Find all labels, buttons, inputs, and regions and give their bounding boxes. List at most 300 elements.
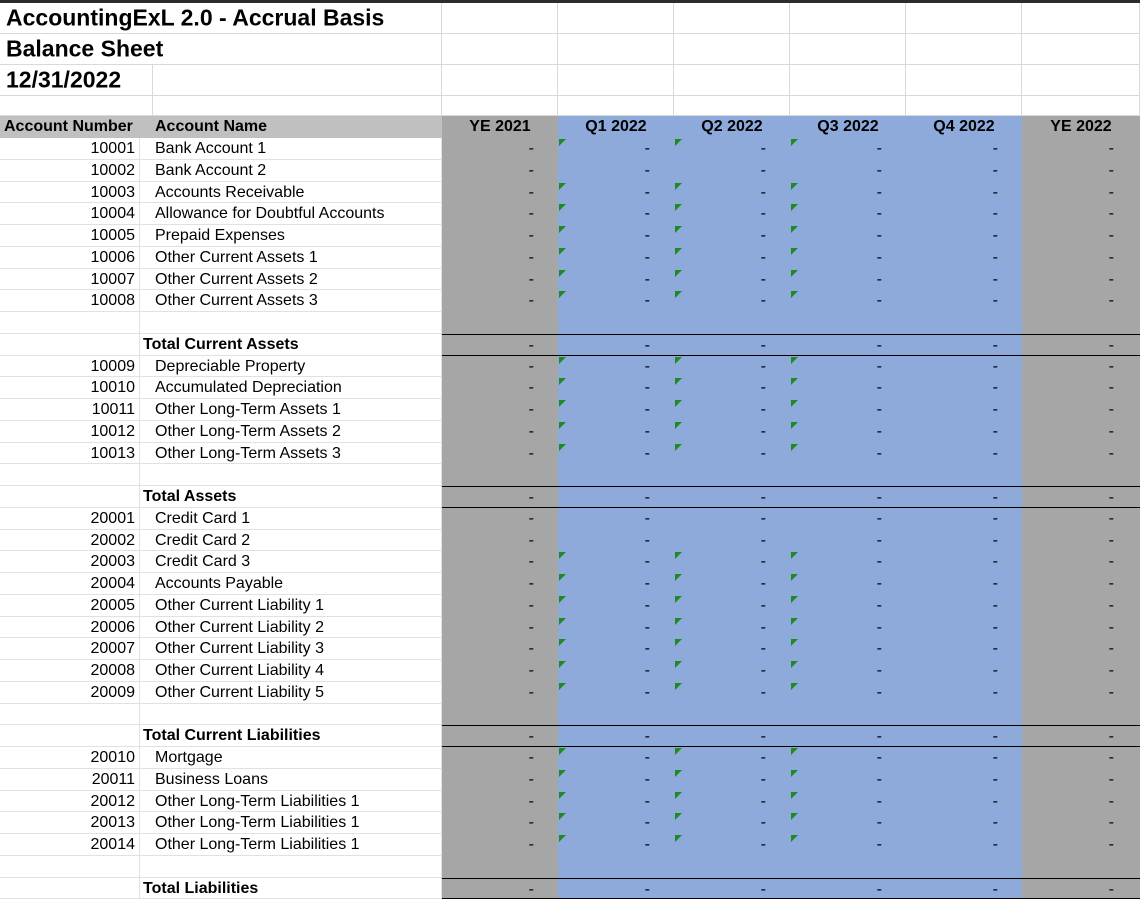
value-cell-q4-2022[interactable]: - — [906, 421, 1022, 443]
value-cell-ye-2021[interactable]: - — [442, 182, 558, 204]
comment-indicator-icon[interactable] — [791, 683, 798, 690]
comment-indicator-icon[interactable] — [791, 400, 798, 407]
account-number-cell[interactable]: 20014 — [0, 834, 140, 856]
value-cell-ye-2021[interactable]: - — [442, 660, 558, 682]
value-cell-ye-2022[interactable]: - — [1022, 225, 1140, 247]
account-number-cell[interactable]: 10013 — [0, 443, 140, 465]
value-cell-ye-2022[interactable]: - — [1022, 486, 1140, 508]
comment-indicator-icon[interactable] — [675, 792, 682, 799]
comment-indicator-icon[interactable] — [559, 183, 566, 190]
value-cell-q4-2022[interactable]: - — [906, 486, 1022, 508]
comment-indicator-icon[interactable] — [559, 748, 566, 755]
comment-indicator-icon[interactable] — [675, 770, 682, 777]
account-number-cell[interactable]: 10007 — [0, 269, 140, 291]
value-cell-ye-2022[interactable]: - — [1022, 182, 1140, 204]
cell-empty[interactable] — [442, 65, 558, 96]
account-name-cell[interactable] — [140, 704, 442, 726]
cell-empty[interactable] — [558, 3, 674, 34]
value-cell-q4-2022[interactable] — [906, 704, 1022, 726]
account-number-cell[interactable]: 10012 — [0, 421, 140, 443]
comment-indicator-icon[interactable] — [675, 574, 682, 581]
value-cell-q4-2022[interactable]: - — [906, 399, 1022, 421]
value-cell-q2-2022[interactable]: - — [674, 334, 790, 356]
comment-indicator-icon[interactable] — [559, 248, 566, 255]
comment-indicator-icon[interactable] — [675, 204, 682, 211]
account-number-cell[interactable]: 20013 — [0, 812, 140, 834]
value-cell-ye-2021[interactable]: - — [442, 791, 558, 813]
value-cell-ye-2022[interactable]: - — [1022, 334, 1140, 356]
value-cell-q2-2022[interactable]: - — [674, 769, 790, 791]
value-cell-q4-2022[interactable]: - — [906, 725, 1022, 747]
account-name-cell[interactable]: Depreciable Property — [140, 356, 442, 378]
value-cell-ye-2022[interactable]: - — [1022, 660, 1140, 682]
account-name-cell[interactable]: Business Loans — [140, 769, 442, 791]
value-cell-q3-2022[interactable]: - — [790, 573, 906, 595]
value-cell-ye-2022[interactable]: - — [1022, 356, 1140, 378]
account-number-cell[interactable]: 10004 — [0, 203, 140, 225]
value-cell-ye-2022[interactable]: - — [1022, 203, 1140, 225]
value-cell-ye-2021[interactable]: - — [442, 290, 558, 312]
value-cell-q3-2022[interactable]: - — [790, 160, 906, 182]
value-cell-q2-2022[interactable]: - — [674, 138, 790, 160]
account-name-cell[interactable]: Accumulated Depreciation — [140, 377, 442, 399]
value-cell-q1-2022[interactable]: - — [558, 791, 674, 813]
value-cell-q2-2022[interactable]: - — [674, 247, 790, 269]
value-cell-ye-2021[interactable]: - — [442, 356, 558, 378]
value-cell-ye-2021[interactable]: - — [442, 160, 558, 182]
comment-indicator-icon[interactable] — [791, 574, 798, 581]
value-cell-q2-2022[interactable]: - — [674, 290, 790, 312]
value-cell-q4-2022[interactable]: - — [906, 660, 1022, 682]
value-cell-q3-2022[interactable]: - — [790, 269, 906, 291]
comment-indicator-icon[interactable] — [559, 596, 566, 603]
value-cell-q3-2022[interactable]: - — [790, 617, 906, 639]
header-account-name[interactable]: Account Name — [140, 116, 442, 138]
value-cell-q4-2022[interactable]: - — [906, 573, 1022, 595]
cell-title-date[interactable] — [0, 65, 442, 96]
value-cell-q2-2022[interactable]: - — [674, 878, 790, 900]
cell-empty[interactable] — [1022, 65, 1140, 96]
cell-title-report[interactable] — [0, 34, 442, 65]
cell-empty[interactable] — [674, 96, 790, 116]
account-number-cell[interactable] — [0, 725, 140, 747]
value-cell-q1-2022[interactable]: - — [558, 551, 674, 573]
cell-empty[interactable] — [906, 65, 1022, 96]
value-cell-ye-2021[interactable]: - — [442, 769, 558, 791]
account-name-cell[interactable]: Other Long-Term Liabilities 1 — [140, 834, 442, 856]
value-cell-q3-2022[interactable]: - — [790, 551, 906, 573]
value-cell-q1-2022[interactable] — [558, 704, 674, 726]
value-cell-q2-2022[interactable]: - — [674, 182, 790, 204]
account-number-cell[interactable]: 10002 — [0, 160, 140, 182]
value-cell-ye-2021[interactable]: - — [442, 334, 558, 356]
cell-empty[interactable] — [674, 3, 790, 34]
value-cell-q1-2022[interactable]: - — [558, 725, 674, 747]
header-ye-2022[interactable]: YE 2022 — [1022, 116, 1140, 138]
value-cell-q2-2022[interactable]: - — [674, 421, 790, 443]
value-cell-ye-2022[interactable] — [1022, 312, 1140, 334]
value-cell-ye-2021[interactable]: - — [442, 269, 558, 291]
comment-indicator-icon[interactable] — [559, 618, 566, 625]
value-cell-ye-2022[interactable]: - — [1022, 290, 1140, 312]
account-number-cell[interactable]: 20005 — [0, 595, 140, 617]
comment-indicator-icon[interactable] — [675, 270, 682, 277]
value-cell-q2-2022[interactable] — [674, 704, 790, 726]
value-cell-ye-2022[interactable]: - — [1022, 595, 1140, 617]
cell-empty[interactable] — [790, 65, 906, 96]
account-number-cell[interactable]: 20012 — [0, 791, 140, 813]
value-cell-ye-2022[interactable]: - — [1022, 377, 1140, 399]
comment-indicator-icon[interactable] — [791, 226, 798, 233]
value-cell-q2-2022[interactable]: - — [674, 443, 790, 465]
account-name-cell[interactable]: Credit Card 2 — [140, 530, 442, 552]
value-cell-q4-2022[interactable]: - — [906, 443, 1022, 465]
account-name-cell[interactable]: Other Current Liability 4 — [140, 660, 442, 682]
value-cell-ye-2021[interactable]: - — [442, 377, 558, 399]
cell-empty[interactable] — [558, 34, 674, 65]
comment-indicator-icon[interactable] — [791, 422, 798, 429]
comment-indicator-icon[interactable] — [559, 813, 566, 820]
account-number-cell[interactable]: 10011 — [0, 399, 140, 421]
account-number-cell[interactable]: 10001 — [0, 138, 140, 160]
account-name-cell[interactable]: Other Long-Term Assets 1 — [140, 399, 442, 421]
total-label-cell[interactable]: Total Assets — [140, 486, 442, 508]
value-cell-q1-2022[interactable]: - — [558, 356, 674, 378]
header-q4-2022[interactable]: Q4 2022 — [906, 116, 1022, 138]
value-cell-ye-2022[interactable] — [1022, 856, 1140, 878]
value-cell-q1-2022[interactable]: - — [558, 160, 674, 182]
value-cell-q1-2022[interactable]: - — [558, 878, 674, 900]
comment-indicator-icon[interactable] — [559, 639, 566, 646]
comment-indicator-icon[interactable] — [559, 770, 566, 777]
account-number-cell[interactable]: 20006 — [0, 617, 140, 639]
value-cell-q4-2022[interactable]: - — [906, 247, 1022, 269]
cell-empty[interactable] — [906, 96, 1022, 116]
value-cell-ye-2021[interactable]: - — [442, 530, 558, 552]
account-number-cell[interactable] — [0, 704, 140, 726]
value-cell-q3-2022[interactable] — [790, 312, 906, 334]
value-cell-q2-2022[interactable]: - — [674, 747, 790, 769]
account-name-cell[interactable]: Other Long-Term Liabilities 1 — [140, 812, 442, 834]
account-number-cell[interactable]: 20002 — [0, 530, 140, 552]
comment-indicator-icon[interactable] — [675, 618, 682, 625]
value-cell-ye-2021[interactable]: - — [442, 878, 558, 900]
comment-indicator-icon[interactable] — [791, 748, 798, 755]
value-cell-ye-2022[interactable]: - — [1022, 160, 1140, 182]
value-cell-q1-2022[interactable]: - — [558, 617, 674, 639]
header-q2-2022[interactable]: Q2 2022 — [674, 116, 790, 138]
value-cell-q1-2022[interactable] — [558, 856, 674, 878]
account-number-cell[interactable]: 10005 — [0, 225, 140, 247]
value-cell-ye-2021[interactable]: - — [442, 617, 558, 639]
value-cell-q3-2022[interactable]: - — [790, 791, 906, 813]
account-name-cell[interactable] — [140, 464, 442, 486]
value-cell-ye-2022[interactable]: - — [1022, 573, 1140, 595]
comment-indicator-icon[interactable] — [559, 357, 566, 364]
comment-indicator-icon[interactable] — [675, 639, 682, 646]
account-name-cell[interactable]: Credit Card 1 — [140, 508, 442, 530]
value-cell-q2-2022[interactable]: - — [674, 160, 790, 182]
value-cell-ye-2022[interactable]: - — [1022, 443, 1140, 465]
comment-indicator-icon[interactable] — [791, 639, 798, 646]
account-name-cell[interactable]: Bank Account 1 — [140, 138, 442, 160]
comment-indicator-icon[interactable] — [791, 291, 798, 298]
value-cell-q4-2022[interactable] — [906, 856, 1022, 878]
value-cell-ye-2021[interactable]: - — [442, 573, 558, 595]
value-cell-q4-2022[interactable]: - — [906, 812, 1022, 834]
header-account-number[interactable]: Account Number — [0, 116, 140, 138]
account-name-cell[interactable]: Accounts Receivable — [140, 182, 442, 204]
comment-indicator-icon[interactable] — [791, 792, 798, 799]
account-number-cell[interactable]: 20001 — [0, 508, 140, 530]
value-cell-q3-2022[interactable]: - — [790, 247, 906, 269]
value-cell-q4-2022[interactable] — [906, 312, 1022, 334]
value-cell-q4-2022[interactable]: - — [906, 878, 1022, 900]
value-cell-ye-2021[interactable]: - — [442, 203, 558, 225]
value-cell-ye-2022[interactable]: - — [1022, 399, 1140, 421]
value-cell-q3-2022[interactable]: - — [790, 421, 906, 443]
comment-indicator-icon[interactable] — [791, 618, 798, 625]
account-number-cell[interactable]: 10010 — [0, 377, 140, 399]
value-cell-q3-2022[interactable]: - — [790, 747, 906, 769]
value-cell-q2-2022[interactable]: - — [674, 595, 790, 617]
comment-indicator-icon[interactable] — [675, 226, 682, 233]
cell-empty[interactable] — [790, 96, 906, 116]
value-cell-q1-2022[interactable]: - — [558, 530, 674, 552]
value-cell-q2-2022[interactable]: - — [674, 638, 790, 660]
value-cell-q4-2022[interactable]: - — [906, 269, 1022, 291]
account-name-cell[interactable]: Other Current Assets 1 — [140, 247, 442, 269]
comment-indicator-icon[interactable] — [675, 357, 682, 364]
value-cell-ye-2021[interactable]: - — [442, 399, 558, 421]
value-cell-ye-2021[interactable]: - — [442, 138, 558, 160]
comment-indicator-icon[interactable] — [675, 248, 682, 255]
value-cell-q3-2022[interactable]: - — [790, 878, 906, 900]
value-cell-ye-2021[interactable]: - — [442, 225, 558, 247]
comment-indicator-icon[interactable] — [559, 792, 566, 799]
value-cell-ye-2022[interactable]: - — [1022, 247, 1140, 269]
value-cell-q2-2022[interactable]: - — [674, 203, 790, 225]
comment-indicator-icon[interactable] — [791, 661, 798, 668]
value-cell-ye-2021[interactable] — [442, 464, 558, 486]
comment-indicator-icon[interactable] — [791, 835, 798, 842]
comment-indicator-icon[interactable] — [559, 835, 566, 842]
value-cell-q1-2022[interactable]: - — [558, 834, 674, 856]
value-cell-q1-2022[interactable]: - — [558, 138, 674, 160]
value-cell-q1-2022[interactable]: - — [558, 573, 674, 595]
comment-indicator-icon[interactable] — [675, 378, 682, 385]
value-cell-q3-2022[interactable]: - — [790, 595, 906, 617]
value-cell-q4-2022[interactable]: - — [906, 551, 1022, 573]
value-cell-q4-2022[interactable]: - — [906, 334, 1022, 356]
cell-empty[interactable] — [906, 3, 1022, 34]
account-number-cell[interactable]: 20004 — [0, 573, 140, 595]
account-name-cell[interactable]: Other Current Assets 2 — [140, 269, 442, 291]
account-name-cell[interactable]: Credit Card 3 — [140, 551, 442, 573]
value-cell-ye-2021[interactable]: - — [442, 725, 558, 747]
comment-indicator-icon[interactable] — [559, 226, 566, 233]
comment-indicator-icon[interactable] — [559, 378, 566, 385]
value-cell-q3-2022[interactable]: - — [790, 182, 906, 204]
total-label-cell[interactable]: Total Current Assets — [140, 334, 442, 356]
value-cell-q4-2022[interactable]: - — [906, 638, 1022, 660]
account-name-cell[interactable]: Allowance for Doubtful Accounts — [140, 203, 442, 225]
value-cell-q2-2022[interactable]: - — [674, 812, 790, 834]
value-cell-ye-2022[interactable]: - — [1022, 138, 1140, 160]
value-cell-q2-2022[interactable] — [674, 856, 790, 878]
cell-empty[interactable] — [558, 96, 674, 116]
account-name-cell[interactable]: Other Current Liability 5 — [140, 682, 442, 704]
value-cell-q1-2022[interactable]: - — [558, 660, 674, 682]
comment-indicator-icon[interactable] — [791, 357, 798, 364]
comment-indicator-icon[interactable] — [675, 183, 682, 190]
value-cell-q1-2022[interactable]: - — [558, 595, 674, 617]
value-cell-q3-2022[interactable]: - — [790, 725, 906, 747]
value-cell-q2-2022[interactable]: - — [674, 617, 790, 639]
account-number-cell[interactable]: 20007 — [0, 638, 140, 660]
value-cell-q3-2022[interactable]: - — [790, 356, 906, 378]
value-cell-q1-2022[interactable]: - — [558, 769, 674, 791]
value-cell-q4-2022[interactable]: - — [906, 182, 1022, 204]
cell-empty[interactable] — [674, 65, 790, 96]
value-cell-q4-2022[interactable]: - — [906, 138, 1022, 160]
comment-indicator-icon[interactable] — [675, 139, 682, 146]
value-cell-q4-2022[interactable]: - — [906, 595, 1022, 617]
value-cell-q1-2022[interactable]: - — [558, 486, 674, 508]
value-cell-q3-2022[interactable] — [790, 464, 906, 486]
value-cell-ye-2021[interactable]: - — [442, 595, 558, 617]
value-cell-ye-2021[interactable]: - — [442, 247, 558, 269]
value-cell-q4-2022[interactable]: - — [906, 617, 1022, 639]
value-cell-q4-2022[interactable]: - — [906, 377, 1022, 399]
value-cell-q1-2022[interactable]: - — [558, 182, 674, 204]
comment-indicator-icon[interactable] — [791, 204, 798, 211]
value-cell-q4-2022[interactable]: - — [906, 356, 1022, 378]
value-cell-q1-2022[interactable]: - — [558, 247, 674, 269]
value-cell-q3-2022[interactable]: - — [790, 834, 906, 856]
value-cell-ye-2022[interactable]: - — [1022, 834, 1140, 856]
comment-indicator-icon[interactable] — [559, 574, 566, 581]
account-name-cell[interactable] — [140, 856, 442, 878]
header-ye-2021[interactable]: YE 2021 — [442, 116, 558, 138]
value-cell-q1-2022[interactable]: - — [558, 334, 674, 356]
comment-indicator-icon[interactable] — [559, 270, 566, 277]
value-cell-ye-2022[interactable]: - — [1022, 725, 1140, 747]
value-cell-q3-2022[interactable]: - — [790, 530, 906, 552]
account-name-cell[interactable]: Other Current Liability 2 — [140, 617, 442, 639]
value-cell-q1-2022[interactable] — [558, 312, 674, 334]
cell-empty[interactable] — [0, 96, 442, 116]
value-cell-q3-2022[interactable]: - — [790, 399, 906, 421]
value-cell-q1-2022[interactable]: - — [558, 225, 674, 247]
value-cell-q2-2022[interactable]: - — [674, 356, 790, 378]
header-q1-2022[interactable]: Q1 2022 — [558, 116, 674, 138]
value-cell-ye-2021[interactable]: - — [442, 508, 558, 530]
value-cell-ye-2021[interactable]: - — [442, 682, 558, 704]
value-cell-q3-2022[interactable]: - — [790, 486, 906, 508]
value-cell-ye-2022[interactable]: - — [1022, 682, 1140, 704]
value-cell-q4-2022[interactable]: - — [906, 834, 1022, 856]
comment-indicator-icon[interactable] — [675, 813, 682, 820]
value-cell-q4-2022[interactable]: - — [906, 290, 1022, 312]
value-cell-q1-2022[interactable]: - — [558, 399, 674, 421]
value-cell-ye-2021[interactable]: - — [442, 834, 558, 856]
cell-empty[interactable] — [790, 3, 906, 34]
value-cell-q2-2022[interactable]: - — [674, 573, 790, 595]
value-cell-q1-2022[interactable]: - — [558, 421, 674, 443]
value-cell-ye-2021[interactable]: - — [442, 443, 558, 465]
value-cell-ye-2022[interactable]: - — [1022, 812, 1140, 834]
value-cell-q2-2022[interactable]: - — [674, 399, 790, 421]
account-number-cell[interactable]: 10003 — [0, 182, 140, 204]
value-cell-q1-2022[interactable]: - — [558, 508, 674, 530]
account-name-cell[interactable]: Other Long-Term Liabilities 1 — [140, 791, 442, 813]
value-cell-q2-2022[interactable]: - — [674, 269, 790, 291]
value-cell-q2-2022[interactable]: - — [674, 682, 790, 704]
value-cell-q3-2022[interactable]: - — [790, 769, 906, 791]
value-cell-q1-2022[interactable]: - — [558, 682, 674, 704]
cell-empty[interactable] — [442, 34, 558, 65]
value-cell-ye-2021[interactable]: - — [442, 638, 558, 660]
value-cell-q1-2022[interactable]: - — [558, 203, 674, 225]
value-cell-ye-2022[interactable]: - — [1022, 421, 1140, 443]
value-cell-ye-2022[interactable]: - — [1022, 551, 1140, 573]
comment-indicator-icon[interactable] — [559, 661, 566, 668]
value-cell-q3-2022[interactable]: - — [790, 443, 906, 465]
value-cell-ye-2021[interactable] — [442, 312, 558, 334]
comment-indicator-icon[interactable] — [675, 444, 682, 451]
value-cell-q2-2022[interactable]: - — [674, 725, 790, 747]
account-name-cell[interactable]: Other Long-Term Assets 2 — [140, 421, 442, 443]
comment-indicator-icon[interactable] — [675, 748, 682, 755]
comment-indicator-icon[interactable] — [675, 552, 682, 559]
value-cell-ye-2021[interactable] — [442, 856, 558, 878]
value-cell-ye-2022[interactable]: - — [1022, 508, 1140, 530]
comment-indicator-icon[interactable] — [791, 552, 798, 559]
comment-indicator-icon[interactable] — [559, 683, 566, 690]
account-name-cell[interactable]: Other Current Assets 3 — [140, 290, 442, 312]
value-cell-ye-2021[interactable] — [442, 704, 558, 726]
value-cell-ye-2021[interactable]: - — [442, 747, 558, 769]
comment-indicator-icon[interactable] — [675, 683, 682, 690]
value-cell-q3-2022[interactable]: - — [790, 225, 906, 247]
value-cell-q4-2022[interactable]: - — [906, 530, 1022, 552]
header-q3-2022[interactable]: Q3 2022 — [790, 116, 906, 138]
cell-empty[interactable] — [906, 34, 1022, 65]
value-cell-q1-2022[interactable]: - — [558, 377, 674, 399]
value-cell-q4-2022[interactable]: - — [906, 225, 1022, 247]
value-cell-ye-2022[interactable]: - — [1022, 791, 1140, 813]
comment-indicator-icon[interactable] — [791, 596, 798, 603]
comment-indicator-icon[interactable] — [675, 400, 682, 407]
comment-indicator-icon[interactable] — [559, 204, 566, 211]
cell-empty[interactable] — [442, 96, 558, 116]
comment-indicator-icon[interactable] — [675, 291, 682, 298]
value-cell-ye-2022[interactable]: - — [1022, 878, 1140, 900]
comment-indicator-icon[interactable] — [791, 248, 798, 255]
cell-empty[interactable] — [674, 34, 790, 65]
account-number-cell[interactable]: 20008 — [0, 660, 140, 682]
value-cell-q1-2022[interactable]: - — [558, 812, 674, 834]
account-number-cell[interactable]: 20011 — [0, 769, 140, 791]
comment-indicator-icon[interactable] — [559, 422, 566, 429]
value-cell-ye-2021[interactable]: - — [442, 551, 558, 573]
account-name-cell[interactable]: Mortgage — [140, 747, 442, 769]
cell-empty[interactable] — [558, 65, 674, 96]
value-cell-q2-2022[interactable]: - — [674, 834, 790, 856]
value-cell-q4-2022[interactable]: - — [906, 682, 1022, 704]
value-cell-ye-2022[interactable]: - — [1022, 617, 1140, 639]
